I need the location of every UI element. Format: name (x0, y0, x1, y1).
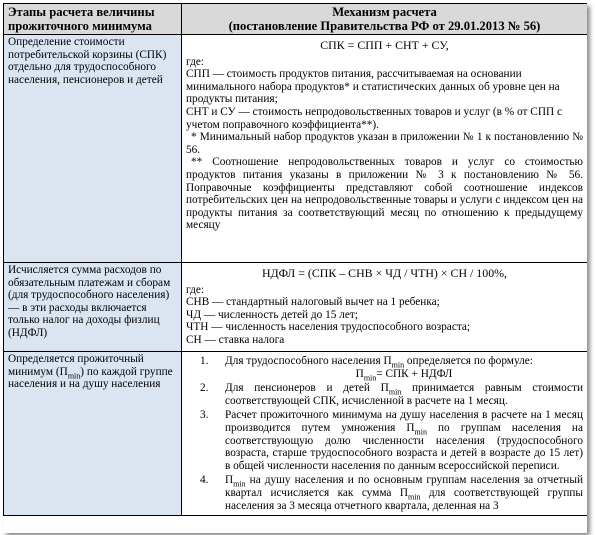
formula-ndfl: НДФЛ = (СПК – СНВ × ЧД / ЧТН) × СН / 100%, (261, 266, 508, 280)
list-text: принимается равным стоимости соответствующей СПК, исчисленной в расчете на 1 месяц. (225, 382, 583, 407)
formula-text: П (355, 367, 364, 380)
stage-subscript: min (67, 370, 81, 380)
definition-line: ЧД — численность детей до 15 лет; (186, 308, 358, 321)
mechanism-cell (182, 35, 588, 263)
list-number: 3. (200, 409, 209, 422)
list-item (186, 355, 583, 380)
list-text: определяется по формуле: (404, 355, 533, 367)
list-subscript: min (391, 360, 405, 370)
footnote-line: * Минимальный набор продуктов указан в приложении № 1 к постановлению № 56. (186, 131, 583, 156)
definition-line: СПП — стоимость продуктов питания, рассчитываемая на основании минимального набора продуктов* и статистических данных об уровне цен на продукты питания; (186, 68, 560, 106)
list-subscript: min (388, 387, 402, 397)
list-item (186, 409, 583, 472)
header-mech-line2: (постановление Правительства РФ от 29.01.2013 № 56) (228, 19, 541, 33)
list-text: П (225, 474, 234, 487)
formula-pmin (225, 368, 583, 381)
definition-line: СН — ставка налога (186, 333, 285, 346)
calculation-table (3, 3, 587, 516)
mechanism-cell (182, 263, 588, 352)
list-text: на душу населения и по основным группам населения за отчетный квартал исчисляется как сумма П (225, 474, 583, 499)
list-text: по группам населения на соответствующую долю численности населения (трудоспособного возраста, старше трудоспособного возраста и детей в возрасте до 15 лет) в общей численности населения по данным всероссийской переписи. (225, 421, 583, 472)
footnote-line: ** Соотношение непродовольственных товаров и услуг со стоимостью продуктов питания указаны в приложении № 3 к постановлению № 56. Поправочные коэффициенты представляют собой соотношение индексов потребительских цен на непродовольственные товары и услуги с индексом цен на продукты питания за соответствующий месяц по отношению к предыдущему месяцу (186, 156, 583, 232)
list-item (186, 382, 583, 407)
list-number: 2. (200, 382, 209, 395)
list-text: Расчет прожиточного минимума на душу населения в расчете на 1 месяц производится путем умножения П (225, 409, 583, 434)
list-subscript: min (233, 479, 246, 489)
definition-line: ЧТН — численность населения трудоспособного возраста; (186, 321, 471, 334)
list-subscript: min (408, 492, 421, 502)
stage-cell: Определение стоимости потребительской корзины (СПК) отдельно для трудоспособного населения, пенсионеров и детей (4, 35, 182, 263)
list-text: Для пенсионеров и детей П (225, 382, 389, 395)
formula-subscript: min (363, 372, 377, 382)
header-mech-line1: Механизм расчета (332, 5, 437, 19)
header-stage-line2: прожиточного минимума (8, 19, 152, 33)
steps-list (186, 355, 583, 512)
definition-line: СНТ и СУ — стоимость непродовольственных товаров и услуг (в % от СПП с учетом поправочного коэффициента**). (186, 105, 562, 131)
stage-cell: Исчисляется сумма расходов по обязательным платежам и сборам (для трудоспособного населения) — в эти расходы включается только налог на доходы физлиц (НДФЛ) (4, 263, 182, 352)
stage-cell (4, 352, 182, 516)
header-stage-line1: Этапы расчета величины (8, 5, 155, 19)
list-number: 4. (200, 474, 209, 487)
table-row (4, 35, 588, 263)
definition-line: СНВ — стандартный налоговый вычет на 1 ребенка; (186, 296, 440, 309)
formula-text: = СПК + НДФЛ (376, 367, 453, 380)
stage-text: Определяется прожиточный минимум (П (8, 353, 144, 378)
list-text: для соответствующей группы населения за 3 месяца отчетного квартала, деленная на 3 (225, 486, 583, 512)
header-mechanism (182, 4, 588, 35)
table-row (4, 352, 588, 516)
list-subscript: min (414, 427, 427, 437)
table-header-row (4, 4, 588, 35)
where-label: где: (186, 55, 204, 68)
list-number: 1. (200, 355, 209, 367)
list-text: Для трудоспособного населения П (225, 355, 392, 367)
stage-text: ) по каждой группе населения и на душу населения (8, 365, 173, 391)
document-frame (3, 3, 587, 533)
where-label: где: (186, 283, 204, 296)
table-row (4, 263, 588, 352)
formula-spk: СПК = СПП + СНТ + СУ, (320, 38, 449, 52)
header-stage (4, 4, 182, 35)
mechanism-cell (182, 352, 588, 516)
list-item (186, 474, 583, 512)
